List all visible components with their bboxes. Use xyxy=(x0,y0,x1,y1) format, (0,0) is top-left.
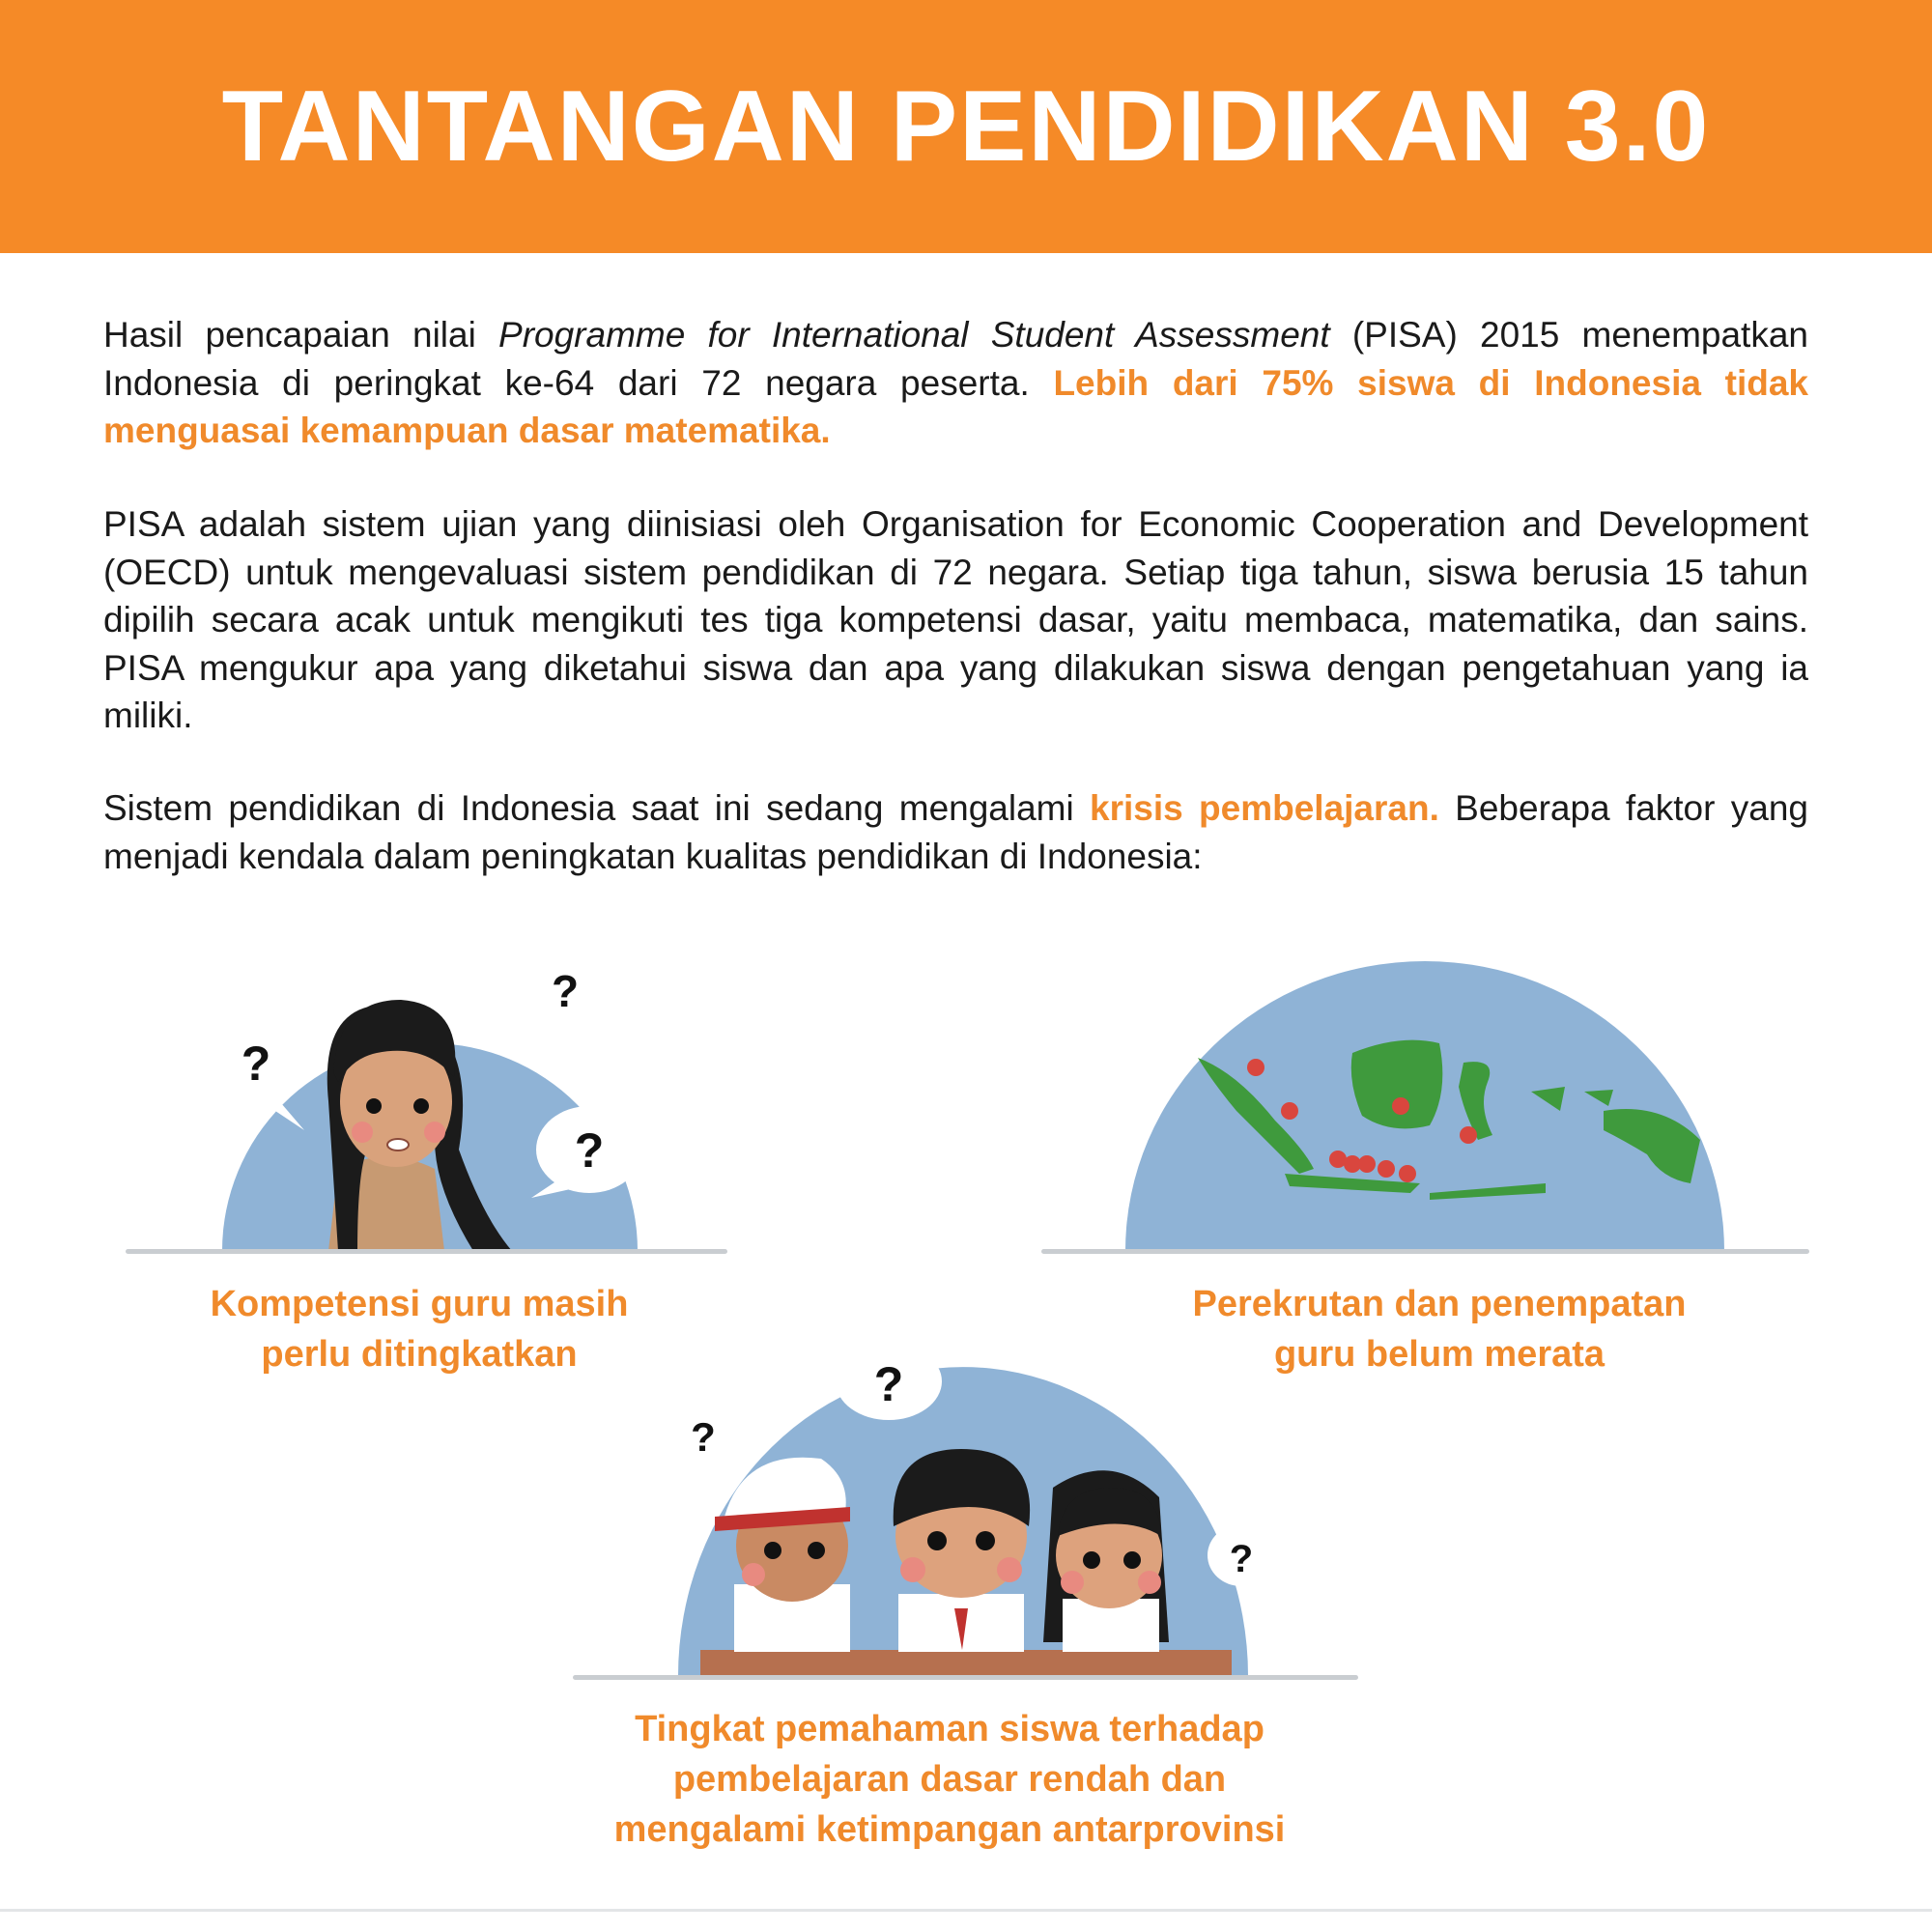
question-bubble xyxy=(665,1401,742,1468)
caption-line: Tingkat pemahaman siswa terhadap xyxy=(635,1709,1264,1749)
question-mark: ? xyxy=(691,1414,716,1460)
factor-caption-teacher-competence xyxy=(129,1279,709,1379)
question-mark: ? xyxy=(1229,1538,1254,1580)
teacher-illustration xyxy=(193,947,657,1256)
paragraph-pisa-result xyxy=(103,311,1808,455)
header-banner xyxy=(0,0,1932,253)
text: Sistem pendidikan di Indonesia saat ini sedang mengalami xyxy=(103,788,1091,828)
text: Hasil pencapaian nilai xyxy=(103,315,499,355)
question-bubble xyxy=(836,1343,942,1420)
student-middle xyxy=(894,1449,1030,1652)
question-bubble xyxy=(522,953,609,1043)
desk xyxy=(700,1650,1232,1675)
students-illustration xyxy=(657,1343,1275,1681)
paragraph-pisa-description: PISA adalah sistem ujian yang diinisiasi oleh Organisation for Economic Cooperation and Development (OECD) untuk mengevaluasi sistem pendidikan di 72 negara. Setiap tiga tahun, siswa berusia 15 tahun dipilih secara acak untuk mengikuti tes tiga kompetensi dasar, yaitu membaca, matematika, dan sains. PISA mengukur apa yang diketahui siswa dan apa yang dilakukan siswa dengan pengetahuan yang ia miliki. xyxy=(103,504,1808,735)
ground-line xyxy=(573,1675,1358,1680)
indonesia-map-illustration xyxy=(1121,947,1734,1256)
caption-line: Perekrutan dan penempatan xyxy=(1192,1284,1687,1324)
question-mark: ? xyxy=(574,1123,605,1178)
student-right xyxy=(1043,1470,1169,1652)
question-mark: ? xyxy=(551,966,580,1016)
question-mark: ? xyxy=(873,1357,904,1411)
paragraph-crisis xyxy=(103,784,1808,880)
pisa-name: Programme for International Student Assessment xyxy=(498,315,1330,355)
caption-line: Kompetensi guru masih xyxy=(210,1284,629,1324)
factor-caption-student-understanding xyxy=(563,1704,1336,1855)
highlight-text: krisis pembelajaran. xyxy=(1090,788,1439,828)
bottom-divider xyxy=(0,1909,1932,1912)
page-title: TANTANGAN PENDIDIKAN 3.0 xyxy=(221,70,1711,183)
caption-line: guru belum merata xyxy=(1273,1334,1605,1375)
text: Beberapa faktor yang menjadi kendala dalam peningkatan kualitas pendidikan di Indonesia: xyxy=(103,788,1808,876)
caption-line: mengalami ketimpangan antarprovinsi xyxy=(613,1809,1286,1850)
highlight-text: Lebih dari 75% siswa di Indonesia tidak menguasai kemampuan dasar matematika. xyxy=(103,362,1808,450)
ground-line xyxy=(126,1249,727,1254)
ground-line xyxy=(1041,1249,1809,1254)
caption-line: perlu ditingkatkan xyxy=(261,1334,578,1375)
text: (PISA) 2015 menempatkan Indonesia di peringkat ke-64 dari 72 negara peserta. xyxy=(103,315,1808,403)
question-mark: ? xyxy=(241,1037,271,1091)
caption-line: pembelajaran dasar rendah dan xyxy=(672,1759,1227,1800)
question-bubble xyxy=(1208,1524,1275,1586)
